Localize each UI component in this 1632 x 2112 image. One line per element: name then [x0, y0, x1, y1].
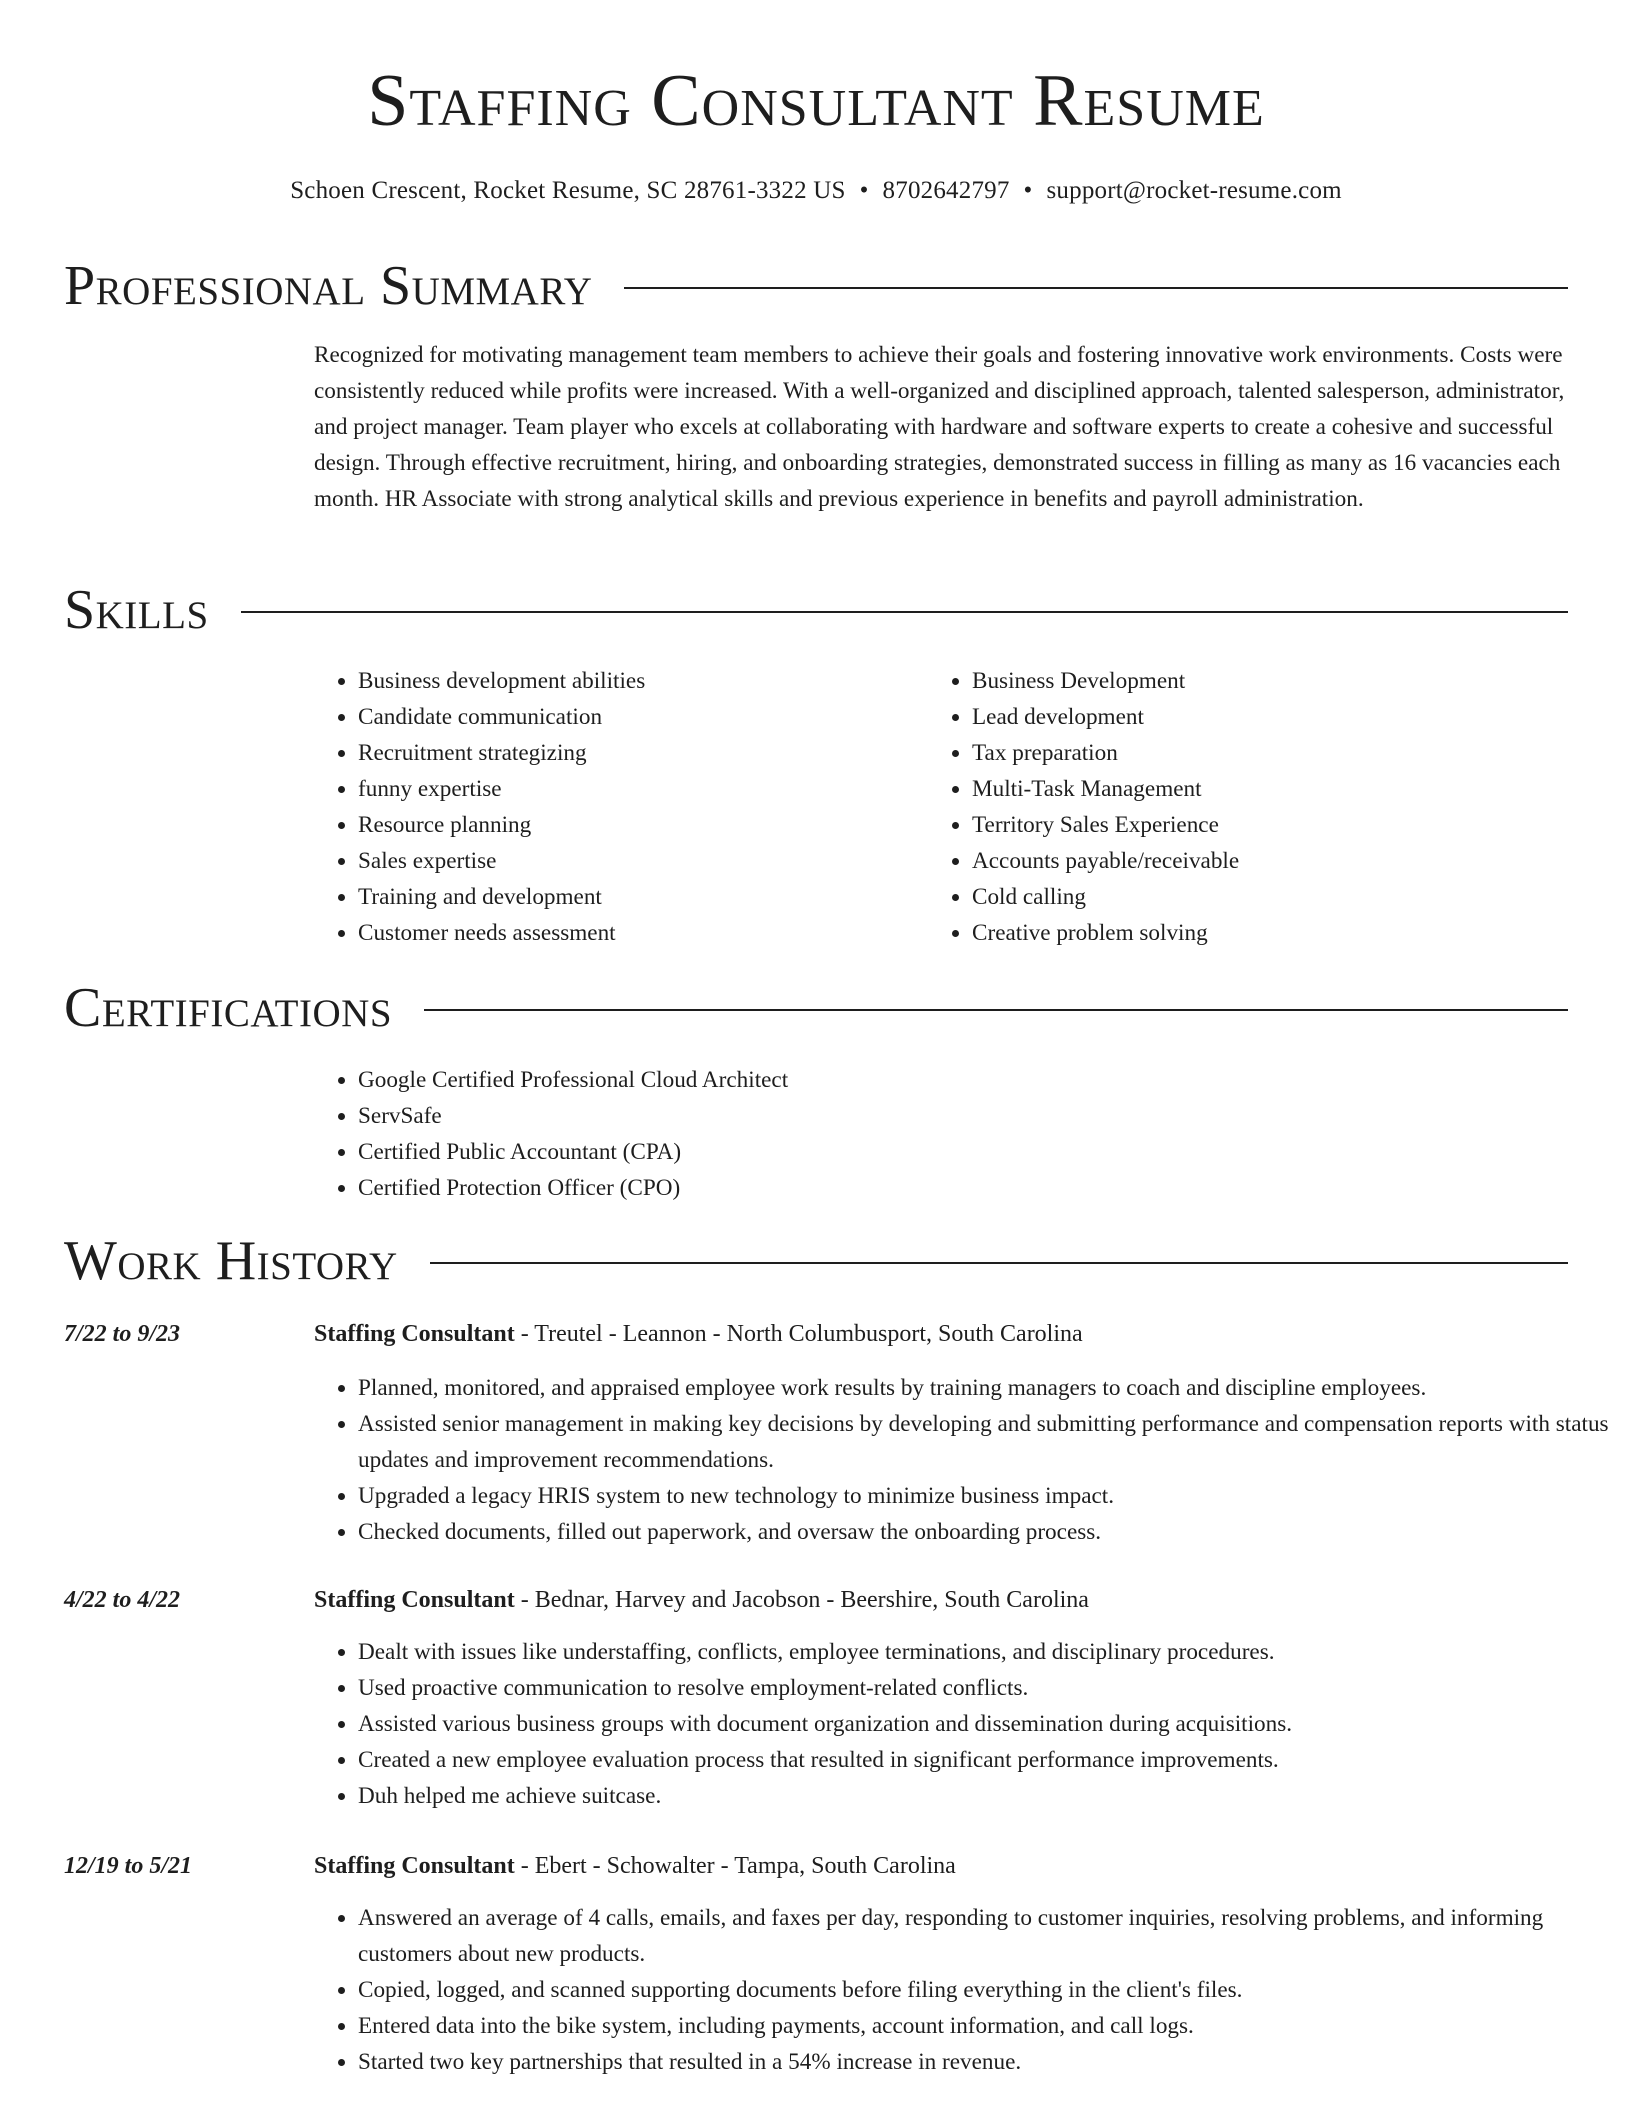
skill-item: • Territory Sales Experience — [972, 807, 1239, 843]
contact-separator: • — [1023, 177, 1033, 204]
skills-left-column — [314, 663, 645, 951]
skills-heading: Skills — [64, 579, 209, 641]
skill-item: • Resource planning — [358, 807, 645, 843]
contact-address: Schoen Crescent, Rocket Resume, SC 28761-3322 US — [290, 177, 846, 204]
job-bullet: • Upgraded a legacy HRIS system to new technology to minimize business impact. — [358, 1478, 1612, 1514]
job-bullet: • Answered an average of 4 calls, emails, and faxes per day, responding to customer inquiries, resolving problems, and informing customers about new products. — [358, 1900, 1612, 1972]
job-bullet: • Dealt with issues like understaffing, conflicts, employee terminations, and disciplinary procedures. — [358, 1634, 1612, 1670]
job-bullets — [314, 1370, 1612, 1550]
job-title-line — [314, 1848, 956, 1884]
job-title: Staffing Consultant — [314, 1321, 515, 1347]
skills-right-list — [928, 663, 1239, 951]
certifications-list — [314, 1062, 788, 1206]
job-employer-location: - Treutel - Leannon - North Columbusport, South Carolina — [514, 1321, 1083, 1347]
certification-item: • Certified Public Accountant (CPA) — [358, 1134, 788, 1170]
certification-item: • Certified Protection Officer (CPO) — [358, 1170, 788, 1206]
job-bullet: • Used proactive communication to resolve employment-related conflicts. — [358, 1670, 1612, 1706]
section-divider — [430, 1262, 1568, 1264]
certifications-block — [314, 1062, 788, 1206]
skill-item: • Accounts payable/receivable — [972, 843, 1239, 879]
section-divider — [624, 287, 1568, 289]
summary-text: Recognized for motivating management team members to achieve their goals and fostering innovative work environments. Costs were consistently reduced while profits were increased. With a well-organized and disciplined approach, talented salesperson, administrator, and project manager. Team player who excels at collaborating with hardware and software experts to create a cohesive and successful design. Through effective recruitment, hiring, and onboarding strategies, demonstrated success in filling as many as 16 vacancies each month. HR Associate with strong analytical skills and previous experience in benefits and payroll administration. — [314, 342, 1565, 512]
job-dates: 12/19 to 5/21 — [64, 1853, 193, 1879]
skills-left-list — [314, 663, 645, 951]
skills-section-header — [64, 580, 1568, 640]
job-bullets — [314, 1900, 1612, 2080]
skill-item: • Training and development — [358, 879, 645, 915]
job-bullet: • Started two key partnerships that resulted in a 54% increase in revenue. — [358, 2044, 1612, 2080]
skill-item: • Lead development — [972, 699, 1239, 735]
section-divider — [424, 1009, 1568, 1011]
work-history-section-header — [64, 1231, 1568, 1291]
summary-section-header — [64, 256, 1568, 316]
certification-item: • ServSafe — [358, 1098, 788, 1134]
skill-item: • Creative problem solving — [972, 915, 1239, 951]
job-bullet: • Duh helped me achieve suitcase. — [358, 1778, 1612, 1814]
certification-item: • Google Certified Professional Cloud Architect — [358, 1062, 788, 1098]
contact-phone: 8702642797 — [882, 177, 1010, 204]
section-divider — [241, 611, 1568, 613]
job-bullet: • Copied, logged, and scanned supporting documents before filing everything in the client's files. — [358, 1972, 1612, 2008]
skill-item: • Business Development — [972, 663, 1239, 699]
skill-item: • Tax preparation — [972, 735, 1239, 771]
job-bullet: • Planned, monitored, and appraised employee work results by training managers to coach and discipline employees. — [358, 1370, 1612, 1406]
job-dates: 4/22 to 4/22 — [64, 1587, 181, 1613]
skill-item: • Candidate communication — [358, 699, 645, 735]
work-history-heading: Work History — [64, 1230, 398, 1292]
job-bullet: • Checked documents, filled out paperwork, and oversaw the onboarding process. — [358, 1514, 1612, 1550]
job-title-line — [314, 1316, 1083, 1352]
certifications-section-header — [64, 978, 1568, 1038]
job-bullets — [314, 1634, 1612, 1814]
contact-email: support@rocket-resume.com — [1046, 177, 1342, 204]
skill-item: • Multi-Task Management — [972, 771, 1239, 807]
skill-item: • Business development abilities — [358, 663, 645, 699]
job-bullet: • Assisted senior management in making key decisions by developing and submitting performance and compensation reports with status updates and improvement recommendations. — [358, 1406, 1612, 1478]
job-bullet: • Entered data into the bike system, including payments, account information, and call logs. — [358, 2008, 1612, 2044]
contact-line — [0, 176, 1632, 206]
skill-item: • Cold calling — [972, 879, 1239, 915]
job-title: Staffing Consultant — [314, 1587, 515, 1613]
contact-separator: • — [859, 177, 869, 204]
job-employer-location: - Ebert - Schowalter - Tampa, South Carolina — [514, 1853, 956, 1879]
summary-heading: Professional Summary — [64, 255, 593, 317]
skill-item: • Recruitment strategizing — [358, 735, 645, 771]
job-title: Staffing Consultant — [314, 1853, 515, 1879]
job-title-line — [314, 1582, 1089, 1618]
job-dates: 7/22 to 9/23 — [64, 1321, 181, 1347]
skill-item: • funny expertise — [358, 771, 645, 807]
job-bullet: • Assisted various business groups with document organization and dissemination during acquisitions. — [358, 1706, 1612, 1742]
skill-item: • Sales expertise — [358, 843, 645, 879]
skills-right-column — [928, 663, 1239, 951]
certifications-heading: Certifications — [64, 977, 393, 1039]
skill-item: • Customer needs assessment — [358, 915, 645, 951]
job-employer-location: - Bednar, Harvey and Jacobson - Beershire, South Carolina — [514, 1587, 1089, 1613]
resume-title: Staffing Consultant Resume — [367, 60, 1265, 142]
job-bullet: • Created a new employee evaluation process that resulted in significant performance improvements. — [358, 1742, 1612, 1778]
